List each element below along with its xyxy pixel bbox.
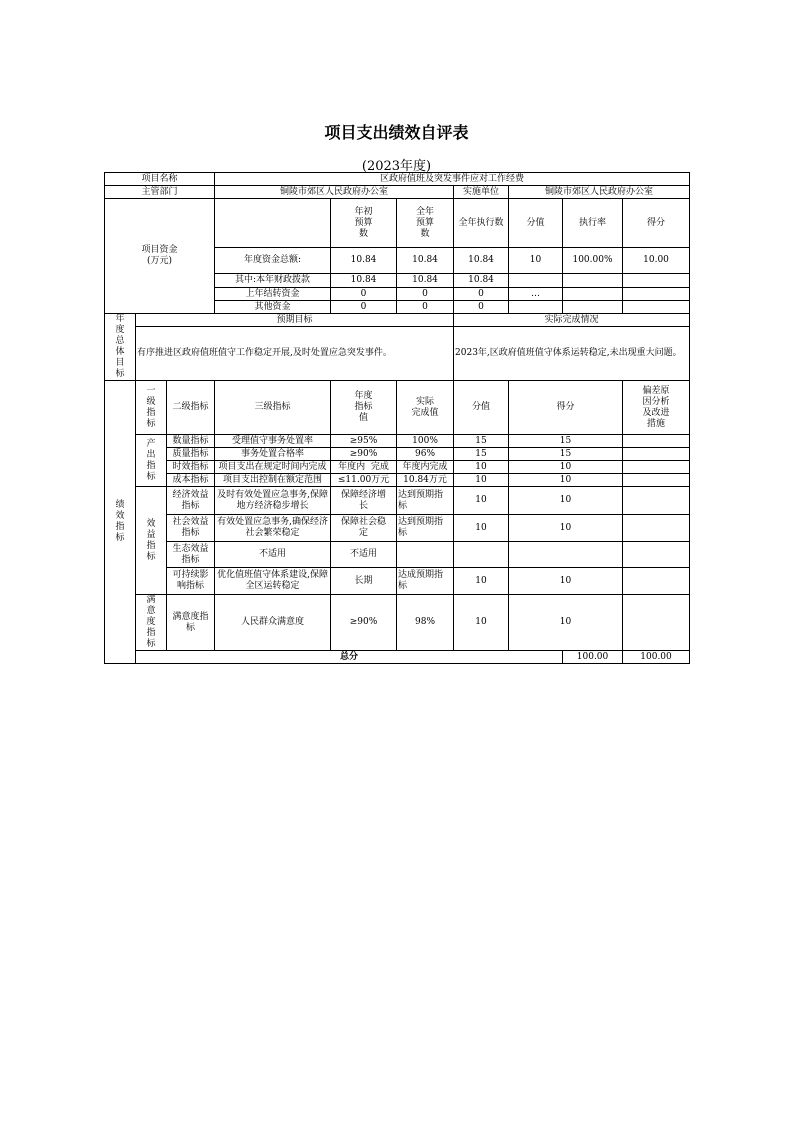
funds-budget-start: 10.84 [331, 248, 397, 274]
actual-header: 实际 完成值 [397, 381, 454, 435]
impl-label: 实施单位 [454, 186, 509, 199]
target-cell: 保障社会稳 定 [331, 515, 397, 542]
total-row [105, 651, 690, 664]
score-cell: 15 [509, 435, 623, 448]
funds-header-executed: 全年执行数 [454, 199, 509, 248]
target-cell: ≥95% [331, 435, 397, 448]
project-name-label: 项目名称 [105, 173, 215, 186]
score-cell: 10 [509, 568, 623, 595]
funds-score [623, 301, 690, 314]
funds-executed: 10.84 [454, 274, 509, 288]
score-value-cell: 10 [454, 568, 509, 595]
goals-content-row [105, 327, 690, 381]
score-value-cell [454, 542, 509, 568]
dept-row [105, 186, 690, 199]
target-cell: ≤11.00万元 [331, 474, 397, 487]
level2-cell: 社会效益 指标 [167, 515, 215, 542]
indicator-row [105, 568, 690, 595]
level2-cell: 质量指标 [167, 448, 215, 461]
level3-cell: 人民群众满意度 [215, 595, 331, 651]
actual-cell: 98% [397, 595, 454, 651]
target-cell: 保障经济增 长 [331, 487, 397, 515]
reason-cell [623, 435, 690, 448]
level3-cell: 事务处置合格率 [215, 448, 331, 461]
funds-budget-start: 0 [331, 288, 397, 301]
funds-label: 项目资金 (万元) [105, 199, 215, 314]
reason-cell [623, 474, 690, 487]
indicator-row [105, 487, 690, 515]
target-cell: ≥90% [331, 595, 397, 651]
goals-header-row [105, 314, 690, 327]
funds-exec-rate [563, 274, 623, 288]
funds-score: 10.00 [623, 248, 690, 274]
funds-header-exec-rate: 执行率 [563, 199, 623, 248]
level1-header: 一 级 指 标 [136, 381, 167, 435]
funds-header-score-value: 分值 [509, 199, 563, 248]
level2-cell: 时效指标 [167, 461, 215, 474]
indicator-row [105, 595, 690, 651]
funds-budget-start: 10.84 [331, 274, 397, 288]
score-value-header: 分值 [454, 381, 509, 435]
project-name-value: 区政府值班及突发事件应对工作经费 [215, 173, 690, 186]
level2-cell: 生态效益 指标 [167, 542, 215, 568]
funds-row-label: 上年结转资金 [215, 288, 331, 301]
target-cell: 年度内 完成 [331, 461, 397, 474]
funds-header-row [105, 199, 690, 248]
score-cell: 15 [509, 448, 623, 461]
funds-executed: 0 [454, 301, 509, 314]
level3-cell: 及时有效处置应急事务,保障地方经济稳步增长 [215, 487, 331, 515]
reason-cell [623, 487, 690, 515]
effect-indicators-label: 效 益 指 标 [136, 487, 167, 595]
score-value-cell: 15 [454, 435, 509, 448]
score-header: 得分 [509, 381, 623, 435]
target-cell: 不适用 [331, 542, 397, 568]
goals-label: 年 度 总 体 目 标 [105, 314, 136, 381]
year-label: (2023年度) [361, 159, 432, 174]
score-value-cell: 10 [454, 595, 509, 651]
level3-cell: 受理值守事务处置率 [215, 435, 331, 448]
expected-goal-text: 有序推进区政府值班值守工作稳定开展,及时处置应急突发事件。 [136, 327, 454, 381]
actual-cell: 达到预期指 标 [397, 487, 454, 515]
reason-cell [623, 568, 690, 595]
score-value-cell: 10 [454, 461, 509, 474]
score-value-cell: 15 [454, 448, 509, 461]
funds-budget-start: 0 [331, 301, 397, 314]
funds-score-value [509, 301, 563, 314]
actual-status-label: 实际完成情况 [454, 314, 690, 327]
score-value-cell: 10 [454, 515, 509, 542]
total-label: 总分 [136, 651, 563, 664]
funds-budget-full: 0 [397, 288, 454, 301]
target-cell: 长期 [331, 568, 397, 595]
reason-cell [623, 595, 690, 651]
funds-header-budget-full: 全年 预算 数 [397, 199, 454, 248]
indicator-row [105, 474, 690, 487]
output-indicators-label: 产 出 指 标 [136, 435, 167, 487]
reason-cell [623, 542, 690, 568]
indicator-row [105, 448, 690, 461]
indicators-label: 绩 效 指 标 [105, 381, 136, 664]
funds-budget-full: 10.84 [397, 274, 454, 288]
actual-cell [397, 542, 454, 568]
expected-goal-label: 预期目标 [136, 314, 454, 327]
score-cell: 10 [509, 487, 623, 515]
funds-score [623, 274, 690, 288]
level3-cell: 优化值班值守体系建设,保障全区运转稳定 [215, 568, 331, 595]
funds-header-budget-start: 年初 预算 数 [331, 199, 397, 248]
score-cell: 10 [509, 595, 623, 651]
funds-score-value [509, 274, 563, 288]
level3-cell: 项目支出控制在额定范围 [215, 474, 331, 487]
self-evaluation-table [104, 172, 690, 664]
score-value-cell: 10 [454, 487, 509, 515]
score-value-cell: 10 [454, 474, 509, 487]
indicator-row [105, 542, 690, 568]
actual-cell: 100% [397, 435, 454, 448]
actual-cell: 达成预期指 标 [397, 568, 454, 595]
level2-cell: 成本指标 [167, 474, 215, 487]
reason-header: 偏差原 因分析 及改进 措施 [623, 381, 690, 435]
level2-header: 二级指标 [167, 381, 215, 435]
actual-cell: 年度内完成 [397, 461, 454, 474]
dept-value: 铜陵市郊区人民政府办公室 [215, 186, 454, 199]
level2-cell: 满意度指 标 [167, 595, 215, 651]
dept-label: 主管部门 [105, 186, 215, 199]
actual-status-text: 2023年,区政府值班值守体系运转稳定,未出现重大问题。 [454, 327, 690, 381]
level2-cell: 可持续影 响指标 [167, 568, 215, 595]
funds-score-value: … [509, 288, 563, 301]
score-cell: 10 [509, 515, 623, 542]
indicator-row [105, 461, 690, 474]
funds-header-score: 得分 [623, 199, 690, 248]
reason-cell [623, 461, 690, 474]
page-title: 项目支出绩效自评表 [324, 123, 469, 142]
indicator-header-row [105, 381, 690, 435]
reason-cell [623, 448, 690, 461]
funds-exec-rate: 100.00% [563, 248, 623, 274]
indicator-row [105, 515, 690, 542]
score-cell: 10 [509, 461, 623, 474]
actual-cell: 10.84万元 [397, 474, 454, 487]
score-cell: 10 [509, 474, 623, 487]
level2-cell: 数量指标 [167, 435, 215, 448]
level2-cell: 经济效益 指标 [167, 487, 215, 515]
impl-value: 铜陵市郊区人民政府办公室 [509, 186, 690, 199]
level3-cell: 不适用 [215, 542, 331, 568]
total-score: 100.00 [623, 651, 690, 664]
funds-header-blank [215, 199, 331, 248]
funds-exec-rate [563, 288, 623, 301]
target-cell: ≥90% [331, 448, 397, 461]
funds-executed: 0 [454, 288, 509, 301]
funds-score-value: 10 [509, 248, 563, 274]
funds-executed: 10.84 [454, 248, 509, 274]
indicator-row [105, 435, 690, 448]
actual-cell: 96% [397, 448, 454, 461]
actual-cell: 达到预期指 标 [397, 515, 454, 542]
funds-row-label: 其中:本年财政拨款 [215, 274, 331, 288]
level3-cell: 项目支出在规定时间内完成 [215, 461, 331, 474]
funds-row-label: 年度资金总额: [215, 248, 331, 274]
score-cell [509, 542, 623, 568]
reason-cell [623, 515, 690, 542]
level3-cell: 有效处置应急事务,确保经济社会繁荣稳定 [215, 515, 331, 542]
funds-budget-full: 0 [397, 301, 454, 314]
level3-header: 三级指标 [215, 381, 331, 435]
funds-row-label: 其他资金 [215, 301, 331, 314]
funds-exec-rate [563, 301, 623, 314]
funds-budget-full: 10.84 [397, 248, 454, 274]
project-name-row [105, 173, 690, 186]
satisfaction-indicators-label: 满 意 度 指 标 [136, 595, 167, 651]
funds-score [623, 288, 690, 301]
total-score-value: 100.00 [563, 651, 623, 664]
target-header: 年度 指标 值 [331, 381, 397, 435]
